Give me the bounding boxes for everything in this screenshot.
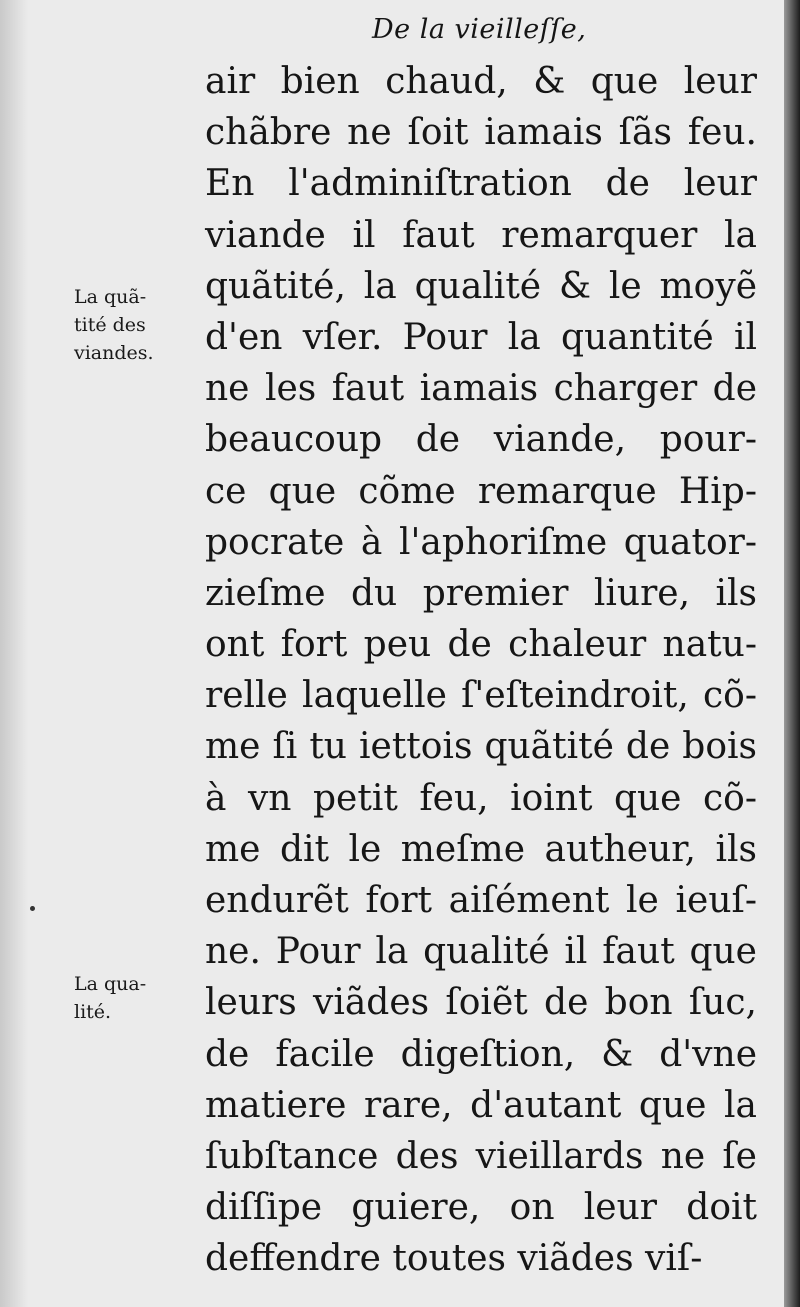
margin-note-line: tité des — [74, 314, 146, 336]
margin-note-line: La quã- — [74, 286, 147, 308]
text-line: viande il faut remarquer la — [205, 214, 757, 256]
text-line: leurs viãdes ſoiẽt de bon ſuc, — [205, 982, 757, 1024]
margin-note-quantity — [74, 283, 194, 367]
margin-note-quality — [74, 970, 194, 1026]
text-line: ont fort peu de chaleur natu- — [205, 624, 757, 666]
margin-note-line: viandes. — [74, 342, 154, 364]
text-line: ne les faut iamais charger de — [205, 368, 757, 410]
text-line: relle laquelle ſ'eſteindroit, cõ- — [205, 675, 757, 717]
page-edge-shadow — [784, 0, 800, 1307]
text-line: quãtité, la qualité & le moyẽ — [205, 265, 757, 307]
text-line: pocrate à l'aphoriſme quator- — [205, 521, 757, 563]
margin-note-line: lité. — [74, 1001, 112, 1023]
text-line: air bien chaud, & que leur — [205, 61, 757, 102]
text-line: me dit le meſme autheur, ils — [205, 828, 757, 870]
text-line: zieſme du premier liure, ils — [205, 572, 757, 614]
text-line: d'en vſer. Pour la quantité il — [205, 316, 757, 358]
body-text — [205, 56, 757, 1285]
text-line: ne. Pour la qualité il faut que — [205, 931, 757, 973]
text-line: deffendre toutes viãdes viſ- — [205, 1238, 703, 1280]
running-head: De la vieilleſſe, — [372, 14, 587, 45]
margin-note-line: La qua- — [74, 973, 147, 995]
text-line: ſubſtance des vieillards ne ſe — [205, 1135, 757, 1177]
gutter-shadow — [0, 0, 28, 1307]
text-line: beaucoup de viande, pour- — [205, 419, 757, 461]
text-line: de facile digeſtion, & d'vne — [205, 1033, 757, 1075]
text-line: ce que cõme remarque Hip- — [205, 470, 757, 512]
text-line: me ſi tu iettois quãtité de bois — [205, 726, 757, 768]
text-line: chãbre ne ſoit iamais ſãs feu. — [205, 112, 757, 154]
ink-speck — [30, 906, 35, 911]
text-line: matiere rare, d'autant que la — [205, 1084, 757, 1126]
text-line: En l'adminiſtration de leur — [205, 163, 757, 205]
text-line: endurẽt fort aiſément le ieuſ- — [205, 880, 757, 921]
text-line: à vn petit feu, ioint que cõ- — [205, 777, 757, 819]
text-line: diſſipe guiere, on leur doit — [205, 1187, 757, 1229]
